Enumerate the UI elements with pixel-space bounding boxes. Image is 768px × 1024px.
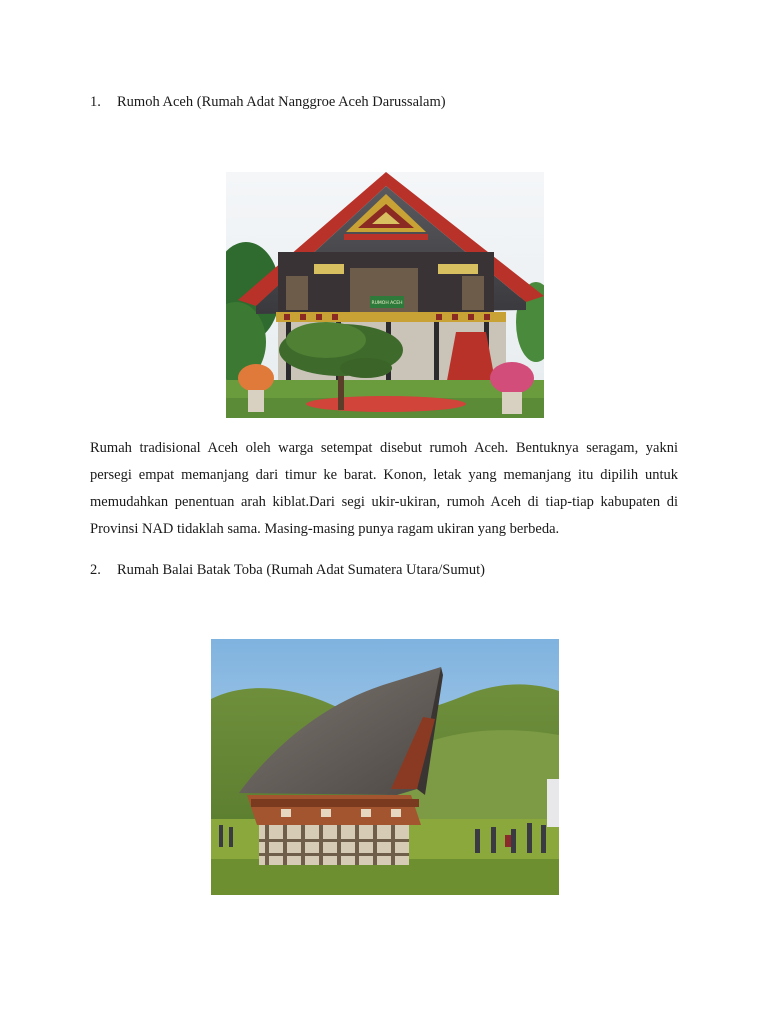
section-2-number: 2. (90, 562, 101, 578)
section-1-title: Rumoh Aceh (Rumah Adat Nanggroe Aceh Darussalam) (117, 94, 446, 110)
rumah-batak-toba-photo (211, 639, 559, 895)
section-1-heading (90, 93, 446, 111)
section-1-paragraph: Rumah tradisional Aceh oleh warga setempat disebut rumoh Aceh. Bentuknya seragam, yakni persegi empat memanjang dari timur ke barat. Konon, letak yang memanjang itu dipilih untuk memudahkan penentuan arah kiblat.Dari segi ukir-ukiran, rumoh Aceh di tiap-tiap kabupaten di Provinsi NAD tidaklah sama. Masing-masing punya ragam ukiran yang berbeda. (90, 440, 678, 537)
rumoh-aceh-photo (226, 172, 544, 418)
section-1-number: 1. (90, 94, 101, 110)
section-2-title: Rumah Balai Batak Toba (Rumah Adat Sumatera Utara/Sumut) (117, 562, 485, 578)
house-sign-text: RUMOH ACEH (371, 301, 403, 306)
section-2-heading (90, 561, 485, 579)
